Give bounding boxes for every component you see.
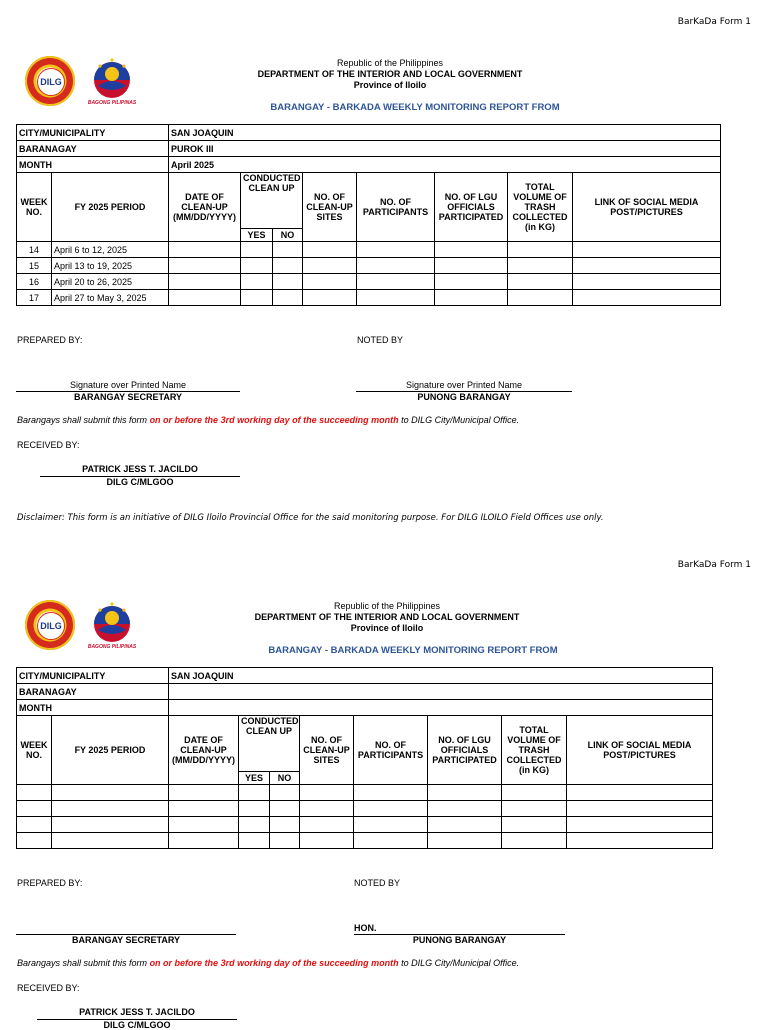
col-officials: NO. OF LGU OFFICIALS PARTICIPATED xyxy=(435,173,508,242)
period-cell: April 20 to 26, 2025 xyxy=(52,274,169,290)
field-label: MONTH xyxy=(17,157,169,173)
input-cell[interactable] xyxy=(270,801,300,817)
input-cell[interactable] xyxy=(17,833,52,849)
input-cell[interactable] xyxy=(270,817,300,833)
table-row xyxy=(17,833,713,849)
input-cell[interactable] xyxy=(435,258,508,274)
input-cell[interactable] xyxy=(502,833,567,849)
secretary-label: BARANGAY SECRETARY xyxy=(16,391,240,402)
col-volume: TOTAL VOLUME OF TRASH COLLECTED (in KG) xyxy=(508,173,573,242)
captain-label: PUNONG BARANGAY xyxy=(354,934,565,945)
hon-label: HON. xyxy=(354,923,377,933)
secretary-label: BARANGAY SECRETARY xyxy=(16,934,236,945)
col-conducted: CONDUCTED CLEAN UP xyxy=(239,716,300,772)
input-cell[interactable] xyxy=(17,817,52,833)
receiver-name: PATRICK JESS T. JACILDO xyxy=(82,464,198,474)
input-cell[interactable] xyxy=(573,290,721,306)
report-title: BARANGAY - BARKADA WEEKLY MONITORING REPORT FROM xyxy=(268,645,558,656)
sig-caption: Signature over Printed Name xyxy=(69,380,187,390)
input-cell[interactable] xyxy=(567,785,713,801)
field-label: MONTH xyxy=(17,700,169,716)
input-cell[interactable] xyxy=(17,801,52,817)
table-row xyxy=(17,817,713,833)
input-cell[interactable] xyxy=(502,817,567,833)
col-no: NO xyxy=(273,229,303,242)
field-value[interactable]: SAN JOAQUIN xyxy=(169,668,713,684)
input-cell[interactable] xyxy=(435,242,508,258)
input-cell[interactable] xyxy=(52,801,169,817)
prepared-by-label: PREPARED BY: xyxy=(17,335,83,345)
seal-text: DILG xyxy=(37,68,65,96)
week-cell: 15 xyxy=(17,258,52,274)
input-cell[interactable] xyxy=(239,801,270,817)
input-cell[interactable] xyxy=(303,290,357,306)
field-value[interactable] xyxy=(169,700,713,716)
bagong-pilipinas-logo xyxy=(84,598,140,659)
province-line: Province of Iloilo xyxy=(350,623,424,633)
input-cell[interactable] xyxy=(17,785,52,801)
bagong-pilipinas-logo xyxy=(84,54,140,115)
col-link: LINK OF SOCIAL MEDIA POST/PICTURES xyxy=(567,716,713,785)
col-date: DATE OF CLEAN-UP (MM/DD/YYYY) xyxy=(169,716,239,785)
col-conducted: CONDUCTED CLEAN UP xyxy=(241,173,303,229)
bp-caption: BAGONG PILIPINAS xyxy=(87,644,137,650)
table-row xyxy=(17,258,721,274)
table-row xyxy=(17,785,713,801)
col-yes: YES xyxy=(241,229,273,242)
input-cell[interactable] xyxy=(508,274,573,290)
input-cell[interactable] xyxy=(300,833,354,849)
receiver-title: DILG C/MLGOO xyxy=(40,476,240,487)
input-cell[interactable] xyxy=(241,242,273,258)
note-pre: Barangays shall submit this form xyxy=(17,958,150,968)
disclaimer: Disclaimer: This form is an initiative of DILG Iloilo Provincial Office for the said monitoring purpose. For DILG ILOILO Field Offices use only. xyxy=(17,513,604,523)
input-cell[interactable] xyxy=(357,242,435,258)
input-cell[interactable] xyxy=(502,785,567,801)
department-line: DEPARTMENT OF THE INTERIOR AND LOCAL GOVERNMENT xyxy=(254,612,520,622)
col-period: FY 2025 PERIOD xyxy=(52,716,169,785)
input-cell[interactable] xyxy=(567,801,713,817)
dilg-seal-logo xyxy=(25,600,75,650)
col-week: WEEK NO. xyxy=(17,716,52,785)
field-label: BARANAGAY xyxy=(17,141,169,157)
input-cell[interactable] xyxy=(300,801,354,817)
input-cell[interactable] xyxy=(303,242,357,258)
table-row xyxy=(17,290,721,306)
input-cell[interactable] xyxy=(239,817,270,833)
input-cell[interactable] xyxy=(273,290,303,306)
prepared-by-label: PREPARED BY: xyxy=(17,878,83,888)
sig-caption: Signature over Printed Name xyxy=(405,380,523,390)
input-cell[interactable] xyxy=(169,290,241,306)
input-cell[interactable] xyxy=(357,258,435,274)
input-cell[interactable] xyxy=(508,290,573,306)
input-cell[interactable] xyxy=(303,274,357,290)
col-yes: YES xyxy=(239,772,270,785)
input-cell[interactable] xyxy=(357,274,435,290)
input-cell[interactable] xyxy=(567,833,713,849)
input-cell[interactable] xyxy=(270,833,300,849)
input-cell[interactable] xyxy=(239,785,270,801)
input-cell[interactable] xyxy=(435,290,508,306)
note-deadline: on or before the 3rd working day of the succeeding month xyxy=(149,415,399,425)
input-cell[interactable] xyxy=(169,274,241,290)
table-row xyxy=(17,242,721,258)
input-cell[interactable] xyxy=(239,833,270,849)
col-link: LINK OF SOCIAL MEDIA POST/PICTURES xyxy=(573,173,721,242)
input-cell[interactable] xyxy=(270,785,300,801)
input-cell[interactable] xyxy=(241,258,273,274)
form-tag: BarKaDa Form 1 xyxy=(677,560,751,570)
period-cell: April 6 to 12, 2025 xyxy=(52,242,169,258)
note-post: to DILG City/Municipal Office. xyxy=(398,958,520,968)
submission-note xyxy=(17,958,519,968)
table-row xyxy=(17,274,721,290)
col-no: NO xyxy=(270,772,300,785)
republic-line: Republic of the Philippines xyxy=(333,601,441,611)
col-participants: NO. OF PARTICIPANTS xyxy=(357,173,435,242)
field-label: BARANAGAY xyxy=(17,684,169,700)
input-cell[interactable] xyxy=(169,833,239,849)
submission-note xyxy=(17,415,519,425)
captain-label: PUNONG BARANGAY xyxy=(356,391,572,402)
dilg-seal-logo xyxy=(25,56,75,106)
input-cell[interactable] xyxy=(354,801,428,817)
republic-line: Republic of the Philippines xyxy=(336,58,444,68)
input-cell[interactable] xyxy=(354,817,428,833)
province-line: Province of Iloilo xyxy=(353,80,427,90)
input-cell[interactable] xyxy=(573,258,721,274)
period-cell: April 27 to May 3, 2025 xyxy=(52,290,169,306)
noted-by-label: NOTED BY xyxy=(357,335,404,345)
field-value[interactable] xyxy=(169,684,713,700)
noted-by-label: NOTED BY xyxy=(354,878,401,888)
received-by-label: RECEIVED BY: xyxy=(17,440,80,450)
field-label: CITY/MUNICIPALITY xyxy=(17,668,169,684)
note-pre: Barangays shall submit this form xyxy=(17,415,150,425)
department-line: DEPARTMENT OF THE INTERIOR AND LOCAL GOVERNMENT xyxy=(257,69,523,79)
col-officials: NO. OF LGU OFFICIALS PARTICIPATED xyxy=(428,716,502,785)
input-cell[interactable] xyxy=(428,785,502,801)
field-label: CITY/MUNICIPALITY xyxy=(17,125,169,141)
report-table-1 xyxy=(16,124,721,306)
input-cell[interactable] xyxy=(573,242,721,258)
input-cell[interactable] xyxy=(241,290,273,306)
receiver-name: PATRICK JESS T. JACILDO xyxy=(79,1007,195,1017)
field-value[interactable]: SAN JOAQUIN xyxy=(169,125,721,141)
col-date: DATE OF CLEAN-UP (MM/DD/YYYY) xyxy=(169,173,241,242)
input-cell[interactable] xyxy=(428,801,502,817)
field-value[interactable]: April 2025 xyxy=(169,157,721,173)
input-cell[interactable] xyxy=(428,833,502,849)
input-cell[interactable] xyxy=(273,258,303,274)
note-deadline: on or before the 3rd working day of the succeeding month xyxy=(149,958,399,968)
col-period: FY 2025 PERIOD xyxy=(52,173,169,242)
col-sites: NO. OF CLEAN-UP SITES xyxy=(300,716,354,785)
input-cell[interactable] xyxy=(52,785,169,801)
receiver-title: DILG C/MLGOO xyxy=(37,1019,237,1030)
week-cell: 16 xyxy=(17,274,52,290)
col-volume: TOTAL VOLUME OF TRASH COLLECTED (in KG) xyxy=(502,716,567,785)
col-participants: NO. OF PARTICIPANTS xyxy=(354,716,428,785)
note-post: to DILG City/Municipal Office. xyxy=(398,415,520,425)
input-cell[interactable] xyxy=(573,274,721,290)
form-tag: BarKaDa Form 1 xyxy=(677,17,751,27)
input-cell[interactable] xyxy=(273,242,303,258)
col-sites: NO. OF CLEAN-UP SITES xyxy=(303,173,357,242)
input-cell[interactable] xyxy=(169,817,239,833)
input-cell[interactable] xyxy=(169,242,241,258)
input-cell[interactable] xyxy=(169,258,241,274)
received-by-label: RECEIVED BY: xyxy=(17,983,80,993)
col-week: WEEK NO. xyxy=(17,173,52,242)
input-cell[interactable] xyxy=(300,817,354,833)
input-cell[interactable] xyxy=(435,274,508,290)
input-cell[interactable] xyxy=(52,817,169,833)
input-cell[interactable] xyxy=(567,817,713,833)
input-cell[interactable] xyxy=(303,258,357,274)
field-value[interactable]: PUROK III xyxy=(169,141,721,157)
input-cell[interactable] xyxy=(241,274,273,290)
report-title: BARANGAY - BARKADA WEEKLY MONITORING REPORT FROM xyxy=(270,102,560,113)
input-cell[interactable] xyxy=(508,258,573,274)
input-cell[interactable] xyxy=(502,801,567,817)
input-cell[interactable] xyxy=(508,242,573,258)
input-cell[interactable] xyxy=(273,274,303,290)
input-cell[interactable] xyxy=(300,785,354,801)
week-cell: 14 xyxy=(17,242,52,258)
seal-text: DILG xyxy=(37,612,65,640)
input-cell[interactable] xyxy=(169,801,239,817)
report-table-2 xyxy=(16,667,713,849)
input-cell[interactable] xyxy=(428,817,502,833)
input-cell[interactable] xyxy=(169,785,239,801)
bp-caption: BAGONG PILIPINAS xyxy=(87,100,137,106)
week-cell: 17 xyxy=(17,290,52,306)
input-cell[interactable] xyxy=(354,833,428,849)
input-cell[interactable] xyxy=(357,290,435,306)
input-cell[interactable] xyxy=(52,833,169,849)
table-row xyxy=(17,801,713,817)
input-cell[interactable] xyxy=(354,785,428,801)
period-cell: April 13 to 19, 2025 xyxy=(52,258,169,274)
